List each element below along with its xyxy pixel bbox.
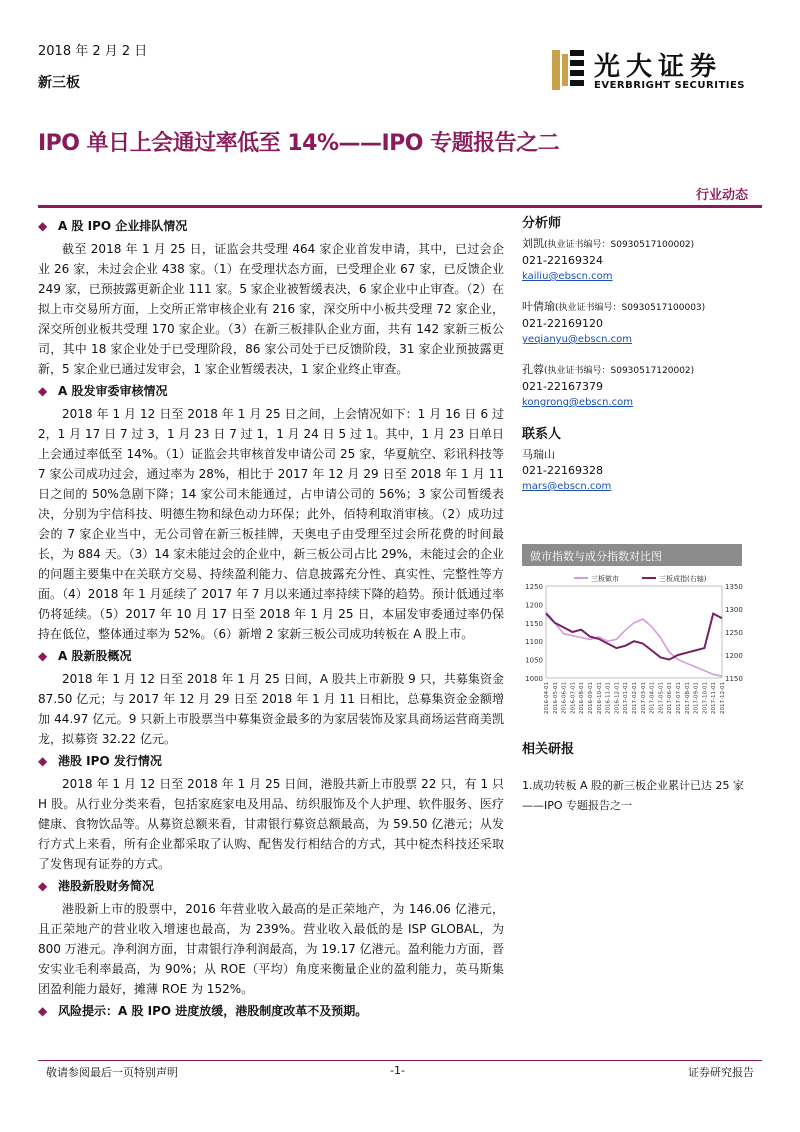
- analyst-email-link[interactable]: kailiu@ebscn.com: [522, 271, 613, 282]
- related-heading: 相关研报: [522, 742, 575, 757]
- analyst-phone: 021-22169324: [522, 254, 603, 267]
- sidebar: [522, 214, 762, 495]
- y-right-tick-label: 1200: [725, 652, 743, 660]
- analyst-name: 孔蓉: [522, 363, 544, 376]
- contact-name: 马瑞山: [522, 448, 555, 461]
- x-tick-label: 2017-04-01: [649, 682, 656, 714]
- y-right-tick-label: 1250: [725, 629, 743, 637]
- x-tick-label: 2017-06-01: [667, 682, 674, 714]
- footer-disclaimer: 敬请参阅最后一页特别声明: [46, 1066, 178, 1079]
- x-tick-label: 2016-08-01: [579, 682, 586, 714]
- x-tick-label: 2017-01-01: [623, 682, 630, 714]
- report-section: 新三板: [38, 75, 80, 91]
- x-tick-label: 2017-10-01: [702, 682, 709, 714]
- y-right-tick-label: 1300: [725, 606, 743, 614]
- logo-text-en: EVERBRIGHT SECURITIES: [594, 80, 746, 91]
- x-tick-label: 2016-10-01: [596, 682, 603, 714]
- main-column: [38, 214, 504, 1024]
- y-left-tick-label: 1150: [525, 619, 543, 628]
- paragraph: 港股新上市的股票中，2016 年营业收入最高的是正荣地产，为 146.06 亿港元，且正荣地产的营业收入增速也最高，为 239%。营业收入最低的是 ISP GLOBAL，为 800 万港元。净利润方面，甘肃银行净利润最高，为 19.17 亿港元。盈利能力方面，晋安实业毛利率最高，为 90%；从 ROE（平均）角度来衡量企业的盈利能力，英马斯集团盈利能力最好，摊薄 ROE 为 152%。: [38, 902, 504, 996]
- section-heading: [38, 876, 504, 896]
- page-number: -1-: [390, 1064, 405, 1077]
- x-tick-label: 2016-09-01: [588, 682, 594, 714]
- analyst-email-link[interactable]: kongrong@ebscn.com: [522, 397, 634, 408]
- section-heading: [38, 751, 504, 771]
- report-date: 2018 年 2 月 2 日: [38, 44, 148, 59]
- paragraph: 2018 年 1 月 12 日至 2018 年 1 月 25 日间，港股共新上市股票 22 只，有 1 只 H 股。从行业分类来看，包括家庭家电及用品、纺织服饰及个人护理、软件服务、医疗健康、食物饮品等。从募资总额来看，甘肃银行募资总额最高，为 59.50 亿港元；从发行方式上来看，所有企业都采取了认购、配售发行相结合的方式，其中椗杰科技还采取了发售现有证券的方式。: [38, 777, 504, 871]
- title-divider: [38, 205, 762, 208]
- analyst-phone: 021-22169120: [522, 317, 603, 330]
- x-tick-label: 2017-11-01: [711, 682, 718, 714]
- analyst-1: [522, 236, 762, 253]
- x-tick-label: 2017-09-01: [693, 682, 700, 714]
- x-tick-label: 2016-07-01: [570, 682, 577, 714]
- x-tick-label: 2017-12-01: [720, 682, 726, 714]
- paragraph: 2018 年 1 月 12 日至 2018 年 1 月 25 日之间，上会情况如下：1 月 16 日 6 过 2，1 月 17 日 7 过 3，1 月 23 日 7 过 1，1 月 24 日 5 过 1。其中，1 月 23 日单日上会通过率低至 14%。（1）证监会共审核首发申请公司 25 家，华夏航空、彩讯科技等 7 家公司成功过会，通过率为 28%，相比于 2017 年 12 月 29 日至 2018 年 1 月 11 日之间的 50%急剧下降；14 家公司未能通过，占申请公司的 56%；3 家公司暂缓表决，分别为宇信科技、明德生物和绿色动力环保；此外，佰特利取消审核。（2）成功过会的 7 家企业当中，无公司曾在新三板挂牌，天奥电子由受理至过会所花费的时间最长，为 884 天。（3）14 家未能过会的企业中，新三板公司占比 29%，未能过会的企业的问题主要集中在关联方交易、持续盈利能力、信息披露充分性、真实性、完整性等方面。（4）2018 年 1 月延续了 2017 年 7 月以来通过率持续下降的趋势。预计低通过率仍将延续。（5）2017 年 10 月 17 日至 2018 年 1 月 25 日，本届发审委通过率仍保持在低位，整体通过率为 52%。（6）新增 2 家新三板公司成功转板在 A 股上市。: [38, 407, 504, 641]
- diamond-icon: ◆: [38, 219, 48, 233]
- logo-icon: [552, 50, 586, 90]
- diamond-icon: ◆: [38, 1004, 48, 1018]
- page-title: IPO 单日上会通过率低至 14%——IPO 专题报告之二: [38, 131, 560, 156]
- analyst-cert: (执业证书编号：S0930517100002): [544, 240, 695, 250]
- section-heading: [38, 381, 504, 401]
- diamond-icon: ◆: [38, 879, 48, 893]
- paragraph: 2018 年 1 月 12 日至 2018 年 1 月 25 日间，A 股共上市新股 9 只，共募集资金 87.50 亿元；与 2017 年 12 月 29 日至 2018 年 1 月 11 日相比，总募集资金金额增加 44.97 亿元。9 只新上市股票当中募集资金最多的为家居装饰及家具商场运营商美凯龙，拟募资 32.22 亿元。: [38, 672, 504, 746]
- y-left-tick-label: 1250: [525, 583, 543, 591]
- analyst-name: 叶倩瑜: [522, 300, 555, 313]
- heading-text: 港股新股财务简况: [58, 879, 155, 893]
- diamond-icon: ◆: [38, 649, 48, 663]
- x-tick-label: 2017-02-01: [632, 682, 638, 714]
- heading-text: A 股发审委审核情况: [58, 384, 168, 398]
- diamond-icon: ◆: [38, 754, 48, 768]
- y-left-tick-label: 1200: [525, 601, 543, 610]
- x-tick-label: 2017-05-01: [658, 682, 665, 714]
- y-left-tick-label: 1100: [525, 638, 543, 647]
- x-tick-label: 2017-03-01: [640, 682, 647, 714]
- analyst-heading: 分析师: [522, 216, 562, 231]
- analyst-2: [522, 299, 762, 316]
- analyst-cert: (执业证书编号：S0930517100003): [555, 303, 706, 313]
- analyst-3: [522, 362, 762, 379]
- analyst-phone: 021-22167379: [522, 380, 603, 393]
- legend-label: 三板成指(右轴): [659, 575, 707, 583]
- paragraph: 截至 2018 年 1 月 25 日，证监会共受理 464 家企业首发申请，其中，已过会企业 26 家，未过会企业 438 家。（1）在受理状态方面，已受理企业 67 家，已反馈企业 249 家，已预披露更新企业 111 家。5 家企业被暂缓表决，6 家企业中止审查。（2）在拟上市交易所方面，上交所正常审核企业有 216 家，深交所中小板共受理 72 家企业，深交所创业板共受理 170 家企业。（3）在新三板排队企业方面，共有 142 家新三板公司，其中 18 家企业处于已受理阶段，86 家公司处于已反馈阶段，31 家企业预披露更新，5 家企业已通过发审会，1 家企业暂缓表决，1 家企业终止审查。: [38, 242, 504, 376]
- index-comparison-chart: [516, 568, 752, 718]
- contact-heading: 联系人: [522, 427, 562, 442]
- related-report-link[interactable]: 1.成功转板 A 股的新三板企业累计已达 25 家——IPO 专题报告之一: [522, 779, 745, 812]
- logo-text-cn: 光大证券: [594, 52, 723, 82]
- section-heading: [38, 216, 504, 236]
- analyst-name: 刘凯: [522, 237, 544, 250]
- footer-divider: [38, 1060, 762, 1061]
- y-right-tick-label: 1150: [725, 675, 743, 683]
- report-category: 行业动态: [695, 188, 748, 203]
- analyst-email-link[interactable]: yeqianyu@ebscn.com: [522, 334, 632, 345]
- contact-email-link[interactable]: mars@ebscn.com: [522, 481, 612, 492]
- y-right-tick-label: 1350: [725, 583, 743, 591]
- legend-label: 三板做市: [591, 575, 619, 583]
- x-tick-label: 2017-08-01: [684, 682, 691, 714]
- chart-title: 做市指数与成分指数对比图: [522, 544, 742, 566]
- footer-type: 证券研究报告: [688, 1066, 754, 1079]
- contact-phone: 021-22169328: [522, 464, 603, 477]
- heading-text: A 股新股概况: [58, 649, 132, 663]
- x-tick-label: 2017-07-01: [676, 682, 682, 714]
- y-left-tick-label: 1000: [525, 675, 543, 683]
- x-tick-label: 2016-05-01: [552, 682, 559, 714]
- heading-text: 港股 IPO 发行情况: [58, 754, 162, 768]
- analyst-cert: (执业证书编号：S0930517120002): [544, 366, 695, 376]
- heading-text: A 股 IPO 企业排队情况: [58, 219, 188, 233]
- x-tick-label: 2016-11-01: [605, 682, 612, 714]
- x-tick-label: 2016-12-01: [614, 682, 621, 714]
- diamond-icon: ◆: [38, 384, 48, 398]
- x-tick-label: 2016-06-01: [561, 682, 568, 714]
- x-tick-label: 2016-04-01: [544, 682, 550, 714]
- y-left-tick-label: 1050: [525, 656, 543, 665]
- section-heading: [38, 646, 504, 666]
- risk-text: 风险提示：A 股 IPO 进度放缓，港股制度改革不及预期。: [58, 1004, 368, 1018]
- risk-warning: [38, 1001, 504, 1021]
